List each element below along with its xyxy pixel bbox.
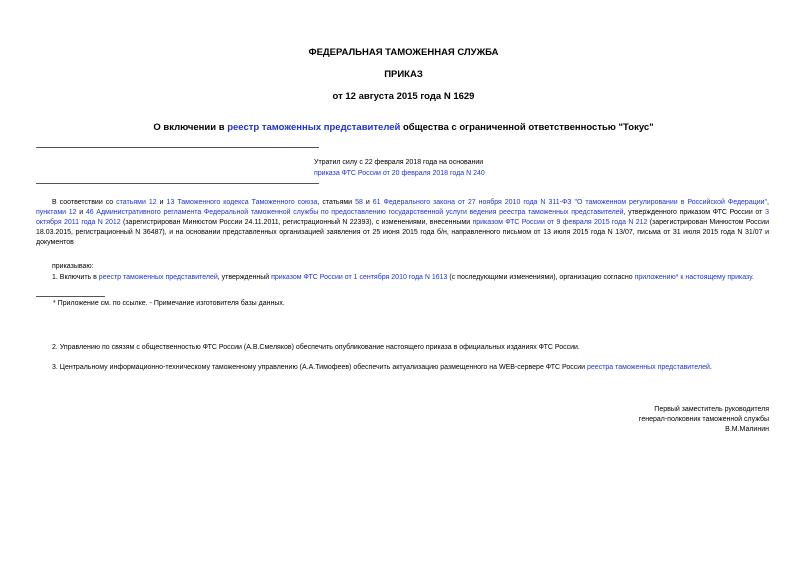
link-order-212[interactable]: приказом ФТС России от 9 февраля 2015 года N 212 bbox=[472, 219, 648, 226]
item-1-registry-link[interactable]: реестр таможенных представителей bbox=[98, 274, 218, 281]
link-customs-code[interactable]: 13 Таможенного кодекса Таможенного союза bbox=[166, 199, 318, 206]
title-text-post: общества с ограниченной ответственностью "Токус" bbox=[400, 122, 654, 133]
preamble-text: , утвержденного приказом ФТС России от bbox=[623, 209, 766, 216]
preamble-text: , статьями bbox=[317, 199, 356, 206]
link-admin-regulation[interactable]: 46 Административного регламента Федеральной таможенной службы по предоставлению государственной услуги ведения реестра таможенных представителей bbox=[85, 209, 624, 216]
signature-rank: генерал-полковник таможенной службы bbox=[638, 416, 769, 423]
link-federal-law-311[interactable]: 61 Федерального закона от 27 ноября 2010 года N 311-ФЗ "О таможенном регулировании в Российской Федерации" bbox=[372, 199, 768, 206]
signature-name: В.М.Малинин bbox=[725, 426, 769, 433]
document-title bbox=[0, 122, 807, 133]
preamble-text: и bbox=[362, 199, 373, 206]
divider-top bbox=[36, 147, 319, 148]
link-order-2012[interactable]: 3 октября 2011 года N 2012 bbox=[36, 209, 769, 226]
status-note-text: Утратил силу с 22 февраля 2018 года на основании bbox=[314, 159, 484, 166]
agency-name: ФЕДЕРАЛЬНАЯ ТАМОЖЕННАЯ СЛУЖБА bbox=[308, 47, 499, 58]
item-3-paragraph bbox=[52, 363, 712, 373]
item-1-order-1613-link[interactable]: приказом ФТС России от 1 сентября 2010 года N 1613 bbox=[271, 274, 448, 281]
item-1-appendix-link[interactable]: приложению* к настоящему приказу bbox=[634, 274, 752, 281]
link-articles-12[interactable]: статьями 12 bbox=[116, 199, 157, 206]
item-3-registry-link[interactable]: реестра таможенных представителей bbox=[587, 364, 710, 371]
signature-block bbox=[639, 405, 769, 435]
item-1-paragraph bbox=[36, 273, 769, 283]
signature-position: Первый заместитель руководителя bbox=[654, 406, 769, 413]
document-date-number: от 12 августа 2015 года N 1629 bbox=[332, 91, 475, 102]
link-points-12[interactable]: пунктами 12 bbox=[36, 209, 77, 216]
preamble-text: , bbox=[767, 199, 769, 206]
preamble-text: и bbox=[156, 199, 167, 206]
footnote: * Приложение см. по ссылке. - Примечание изготовителя базы данных. bbox=[53, 300, 285, 307]
document-type: ПРИКАЗ bbox=[384, 69, 423, 80]
item-2-paragraph: 2. Управлению по связям с общественностью ФТС России (А.В.Смеляков) обеспечить опубликование настоящего приказа в официальных изданиях ФТС России. bbox=[52, 344, 580, 351]
link-article-58[interactable]: 58 bbox=[355, 199, 363, 206]
preamble-text: (зарегистрирован Минюстом России 24.11.2011, регистрационный N 22393), с изменениями, внесенными bbox=[120, 219, 473, 226]
item-3-text: . bbox=[709, 364, 712, 371]
order-word: приказываю: bbox=[52, 263, 94, 270]
title-registry-link[interactable]: реестр таможенных представителей bbox=[227, 122, 401, 133]
item-1-text: . bbox=[751, 274, 754, 281]
preamble-text: (зарегистрирован Минюстом России 18.03.2015, регистрационный N 36487), и на основании представленных организацией заявления от 25 июня 2015 года б/н, направленного письмом от 13 июля 2015 года N 13/07, письма от 31 июля 2015 года N 31/07 и документов bbox=[36, 219, 769, 246]
preamble-text: В соответствии со bbox=[52, 199, 117, 206]
item-3-text: 3. Центральному информационно-техническому таможенному управлению (А.А.Тимофеев) обеспечить актуализацию размещенного на WEB-сервере ФТС России bbox=[52, 364, 588, 371]
item-1-text: 1. Включить в bbox=[52, 274, 99, 281]
item-1-text: , утвержденный bbox=[217, 274, 272, 281]
status-note-link[interactable]: приказа ФТС России от 20 февраля 2018 года N 240 bbox=[314, 170, 485, 177]
status-note bbox=[314, 157, 485, 179]
item-1-text: (с последующими изменениями), организацию согласно bbox=[447, 274, 635, 281]
divider-bottom bbox=[36, 183, 319, 184]
title-text-pre: О включении в bbox=[153, 122, 228, 133]
preamble-text: и bbox=[76, 209, 86, 216]
footnote-divider bbox=[36, 296, 105, 297]
preamble-paragraph bbox=[36, 198, 769, 248]
